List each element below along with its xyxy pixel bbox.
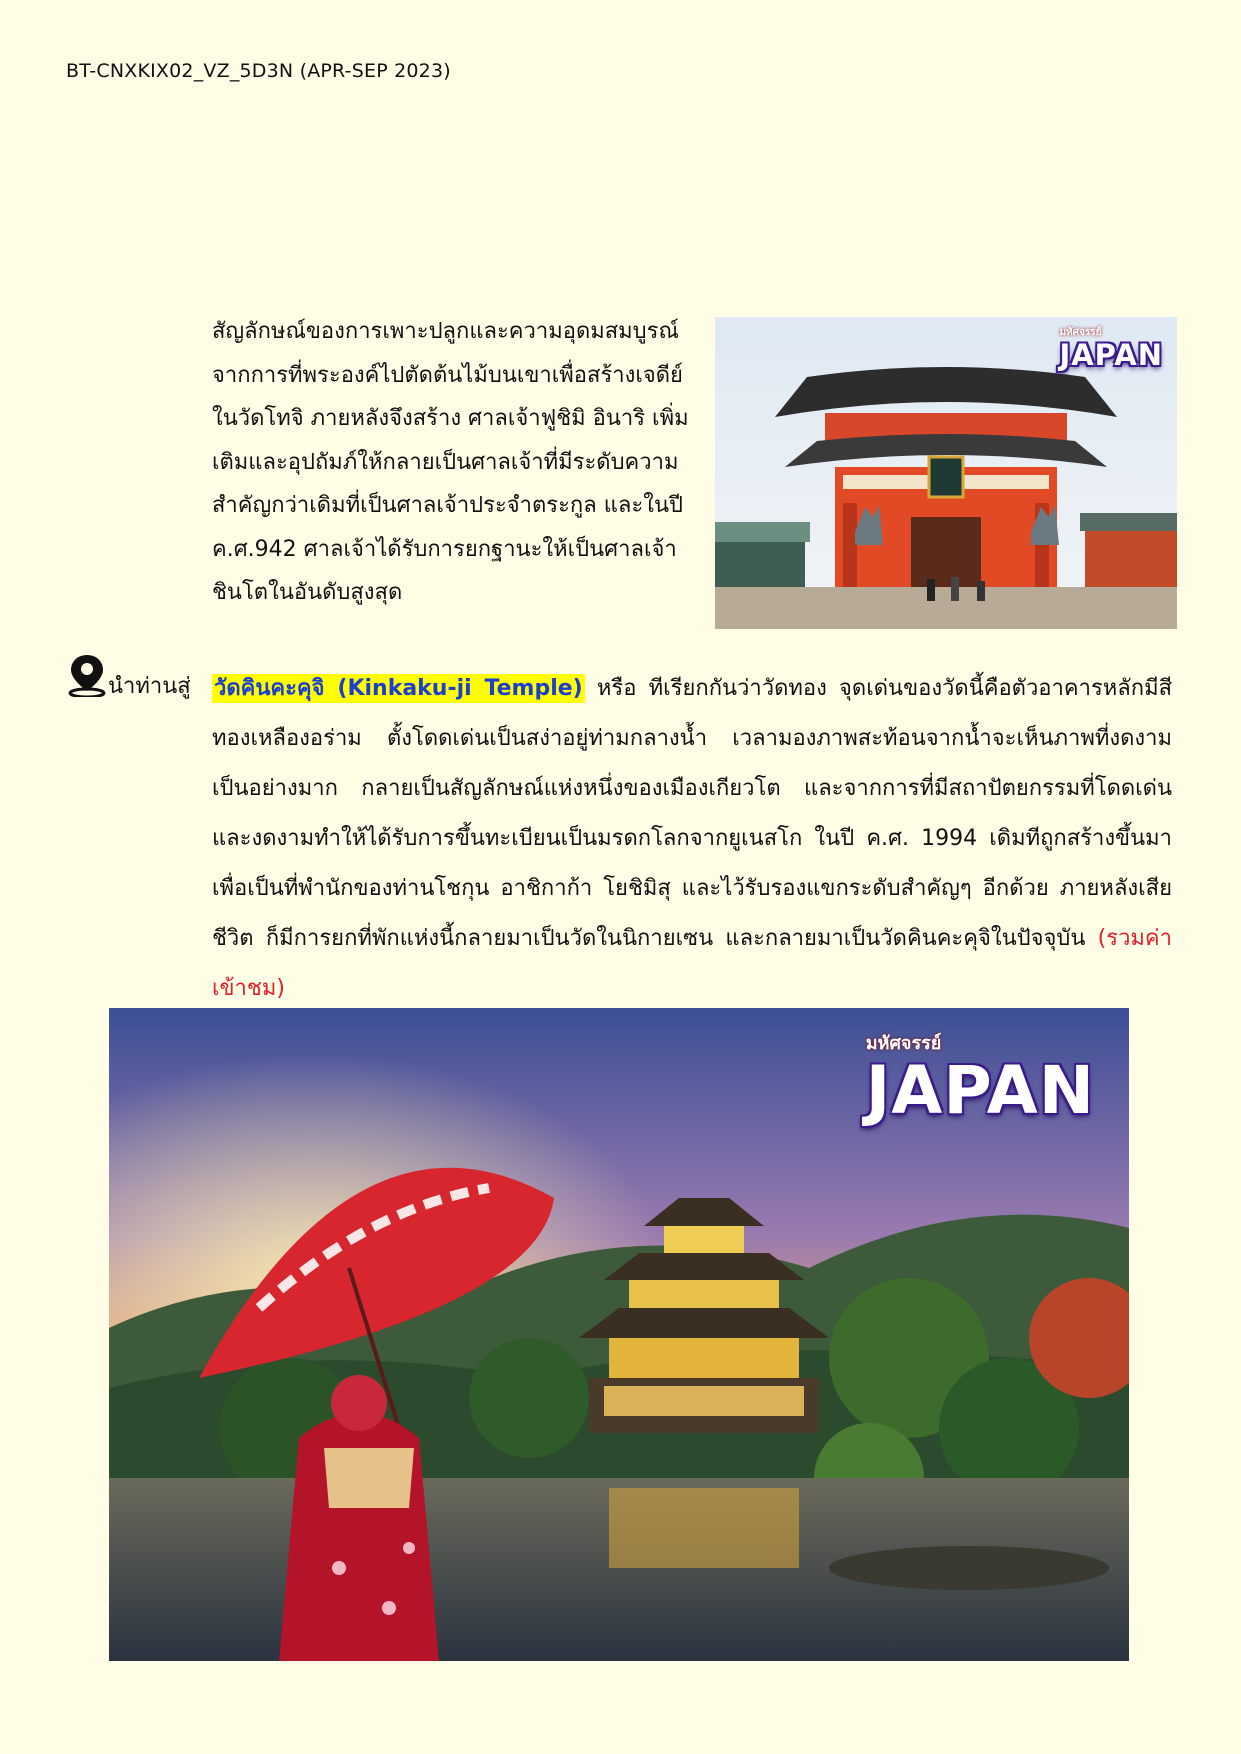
kinkakuji-description — [212, 664, 1172, 1014]
shrine-description: สัญลักษณ์ของการเพาะปลูกและความอุดมสมบูรณ์ จากการที่พระองค์ไปตัดต้นไม้บนเขาเพื่อสร้างเจดีย์ในวัดโทจิ ภายหลังจึงสร้าง ศาลเจ้าฟูชิมิ อินาริ เพิ่มเติมและอุปถัมภ์ให้กลายเป็นศาลเจ้าที่มีระดับความสำคัญกว่าเดิมที่เป็นศาลเจ้าประจำตระกูล และในปี ค.ศ.942 ศาลเจ้าได้รับการยกฐานะให้เป็นศาลเจ้าชินโตในอันดับสูงสุด — [212, 319, 689, 605]
lead-label: นำท่านสู่ — [108, 674, 191, 699]
admission-note: (รวมค่าเข้าชม) — [212, 926, 1172, 1001]
japan-brand-logo: มหัศจรรย์ JAPAN — [1059, 327, 1163, 372]
japan-brand-logo-large: มหัศจรรย์ JAPAN — [865, 1033, 1095, 1129]
kinkakuji-body: หรือ ทีเรียกกันว่าวัดทอง จุดเด่นของวัดนี้คือตัวอาคารหลักมีสีทองเหลืองอร่าม ตั้งโดดเด่นเป็นสง่าอยู่ท่ามกลางน้ำ เวลามองภาพสะท้อนจากน้ำจะเห็นภาพที่งดงามเป็นอย่างมาก กลายเป็นสัญลักษณ์แห่งหนึ่งของเมืองเกียวโต และจากการที่มีสถาปัตยกรรมที่โดดเด่นและงดงามทำให้ได้รับการขึ้นทะเบียนเป็นมรดกโลกจากยูเนสโก ในปี ค.ศ. 1994 เดิมทีถูกสร้างขึ้นมาเพื่อเป็นที่พำนักของท่านโชกุน อาชิกาก้า โยชิมิสุ และไว้รับรองแขกระดับสำคัญๆ อีกด้วย ภายหลังเสียชีวิต ก็มีการยกที่พักแห่งนี้กลายมาเป็นวัดในนิกายเซน และกลายมาเป็นวัดคินคะคุจิในปัจจุบัน — [212, 676, 1172, 951]
kinkakuji-title: วัดคินคะคุจิ (Kinkaku-ji Temple) — [214, 676, 583, 701]
location-pin-icon — [66, 653, 108, 697]
kinkakuji-photo — [109, 1008, 1129, 1661]
fushimi-inari-photo — [715, 317, 1177, 629]
tour-code: BT-CNXKIX02_VZ_5D3N (APR-SEP 2023) — [66, 60, 451, 82]
